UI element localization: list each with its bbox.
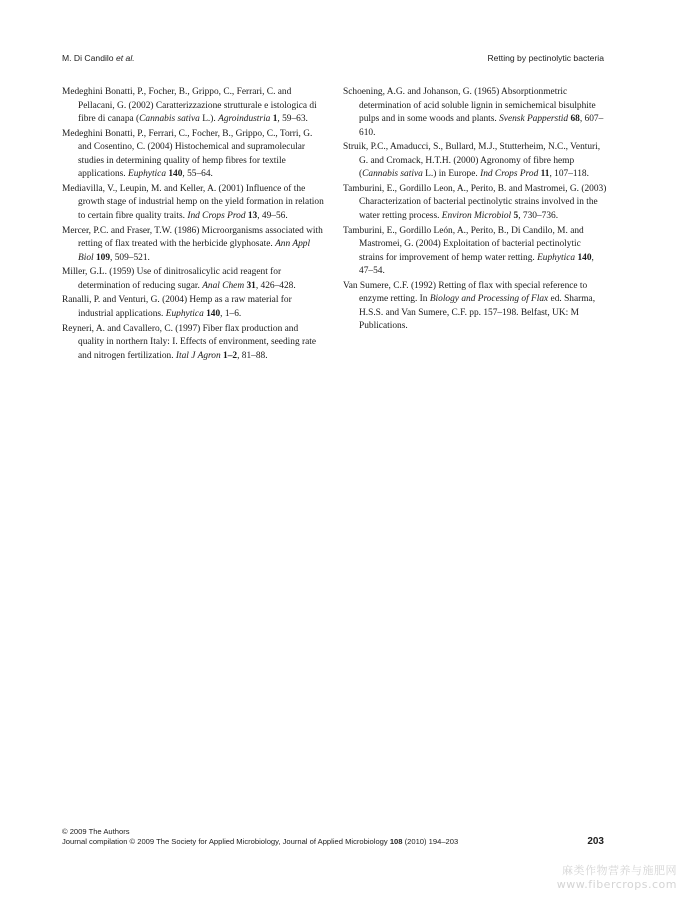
reference-italic: Ind Crops Prod	[480, 169, 539, 180]
reference-entry	[62, 128, 326, 182]
reference-italic: Euphytica	[128, 169, 167, 180]
references-left-column	[62, 86, 326, 364]
page-footer	[62, 827, 607, 846]
reference-entry	[343, 280, 607, 334]
reference-text: Mediavilla, V., Leupin, M. and Keller, A. (2001) Influence of the growth stage of industrial hemp on the yield formation in relation to certain fibre quality traits.	[62, 183, 324, 221]
reference-text: , 509–521.	[110, 252, 150, 263]
reference-text: Medeghini Bonatti, P., Ferrari, C., Focher, B., Grippo, C., Torri, G. and Cosentino, C. (2004) Histochemical and supramolecular studies in determining quality of hemp fibres for textile applications.	[62, 128, 313, 180]
reference-text: Reyneri, A. and Cavallero, C. (1997) Fiber flax production and quality in northern Italy: I. Effects of environment, seeding rate and nitrogen fertilization.	[62, 323, 317, 361]
page-number: 203	[587, 836, 604, 847]
reference-text: L.).	[199, 114, 219, 124]
reference-text: Miller, G.L. (1959) Use of dinitrosalicylic acid reagent for determination of reducing sugar.	[62, 267, 282, 291]
footer-journal-line	[62, 837, 607, 847]
reference-italic: Agroindustria	[218, 114, 271, 124]
reference-text: , 59–63.	[277, 114, 308, 124]
reference-text: , 1–6.	[220, 308, 242, 319]
reference-text: Tamburini, E., Gordillo Leon, A., Perito, B. and Mastromei, G. (2003) Characterization of bacterial pectinolytic strains involved in the water retting process.	[343, 183, 607, 221]
reference-italic: Biology and Processing of Flax	[429, 294, 549, 305]
reference-text: , 426–428.	[255, 280, 296, 291]
reference-volume: 109	[95, 252, 111, 263]
reference-text: , 47–54.	[359, 252, 594, 277]
reference-volume: 1–2	[223, 350, 238, 361]
reference-entry	[343, 141, 607, 182]
reference-text: Ranalli, P. and Venturi, G. (2004) Hemp as a raw material for industrial applications.	[62, 295, 292, 319]
reference-entry	[62, 323, 326, 364]
reference-volume: 31	[246, 280, 256, 291]
reference-entry	[62, 294, 326, 321]
reference-text: Schoening, A.G. and Johanson, G. (1965) Absorptionmetric determination of acid soluble lignin in semichemical bisulphite pulps and in some woods and plants.	[343, 87, 596, 124]
reference-text: Struik, P.C., Amaducci, S., Bullard, M.J., Stutterheim, N.C., Venturi, G. and Cromack, H.T.H. (2000) Agronomy of fibre hemp (	[343, 142, 601, 180]
footer-volume: 108	[389, 836, 403, 846]
footer-copyright: © 2009 The Authors	[62, 827, 130, 836]
running-head-title: Retting by pectinolytic bacteria	[487, 53, 604, 63]
reference-text: , 107–118.	[549, 169, 589, 180]
reference-volume: 140	[168, 169, 183, 180]
reference-italic: Ind Crops Prod	[187, 210, 246, 221]
reference-italic: Svensk Papperstid	[499, 114, 569, 124]
reference-text: , 55–64.	[182, 169, 213, 180]
watermark-line1: 麻类作物营养与施肥网	[562, 864, 677, 877]
reference-text: , 730–736.	[518, 210, 559, 221]
reference-volume: 1	[272, 114, 278, 124]
reference-text: ed. Sharma, H.S.S. and Van Sumere, C.F. pp. 157–198. Belfast, UK: M Publications.	[359, 294, 596, 332]
reference-volume: 140	[577, 252, 592, 263]
reference-text: Tamburini, E., Gordillo León, A., Perito, B., Di Candilo, M. and Mastromei, G. (2004) Exploitation of bacterial pectinolytic strains for improvement of hemp water retting.	[343, 225, 584, 263]
reference-text: , 607–610.	[359, 114, 604, 138]
reference-entry	[343, 86, 607, 140]
reference-entry	[343, 225, 607, 279]
reference-entry	[62, 225, 326, 266]
reference-volume: 5	[513, 210, 519, 221]
running-head-etal: et al.	[115, 53, 135, 63]
footer-journal-suffix: (2010) 194–203	[402, 836, 459, 846]
footer-journal-prefix: Journal compilation © 2009 The Society for Applied Microbiology, Journal of Applied Microbiology	[62, 836, 390, 846]
reference-italic: Anal Chem	[202, 280, 245, 291]
reference-italic: Cannabis sativa	[139, 114, 200, 124]
reference-entry	[343, 183, 607, 224]
reference-entry	[62, 183, 326, 224]
reference-italic: Euphytica	[537, 252, 576, 263]
references-right-column	[343, 86, 607, 335]
reference-text: Van Sumere, C.F. (1992) Retting of flax with special reference to enzyme retting. In	[343, 280, 588, 305]
reference-italic: Ann Appl Biol	[78, 239, 311, 263]
reference-volume: 68	[570, 114, 580, 124]
reference-volume: 13	[247, 210, 258, 221]
running-head-authors	[62, 53, 135, 63]
reference-text: Medeghini Bonatti, P., Focher, B., Grippo, C., Ferrari, C. and Pellacani, G. (2002) Caratterizzazione strutturale e istologica di fibre di canapa (	[62, 87, 317, 124]
reference-italic: Euphytica	[165, 308, 204, 319]
reference-entry	[62, 266, 326, 293]
reference-text: Mercer, P.C. and Fraser, T.W. (1986) Microorganisms associated with retting of flax treated with the herbicide glyphosate.	[62, 225, 323, 250]
reference-volume: 140	[206, 308, 221, 319]
reference-text: L.) in Europe.	[422, 169, 481, 180]
watermark	[557, 864, 677, 892]
reference-entry	[62, 86, 326, 127]
reference-italic: Ital J Agron	[175, 350, 221, 361]
running-head-author: M. Di Candilo	[62, 53, 114, 63]
reference-volume: 11	[540, 169, 550, 180]
reference-text: , 81–88.	[237, 350, 268, 361]
reference-italic: Environ Microbiol	[441, 210, 512, 221]
reference-text: , 49–56.	[257, 210, 288, 221]
watermark-line2: www.fibercrops.com	[556, 878, 677, 891]
reference-italic: Cannabis sativa	[362, 169, 423, 180]
